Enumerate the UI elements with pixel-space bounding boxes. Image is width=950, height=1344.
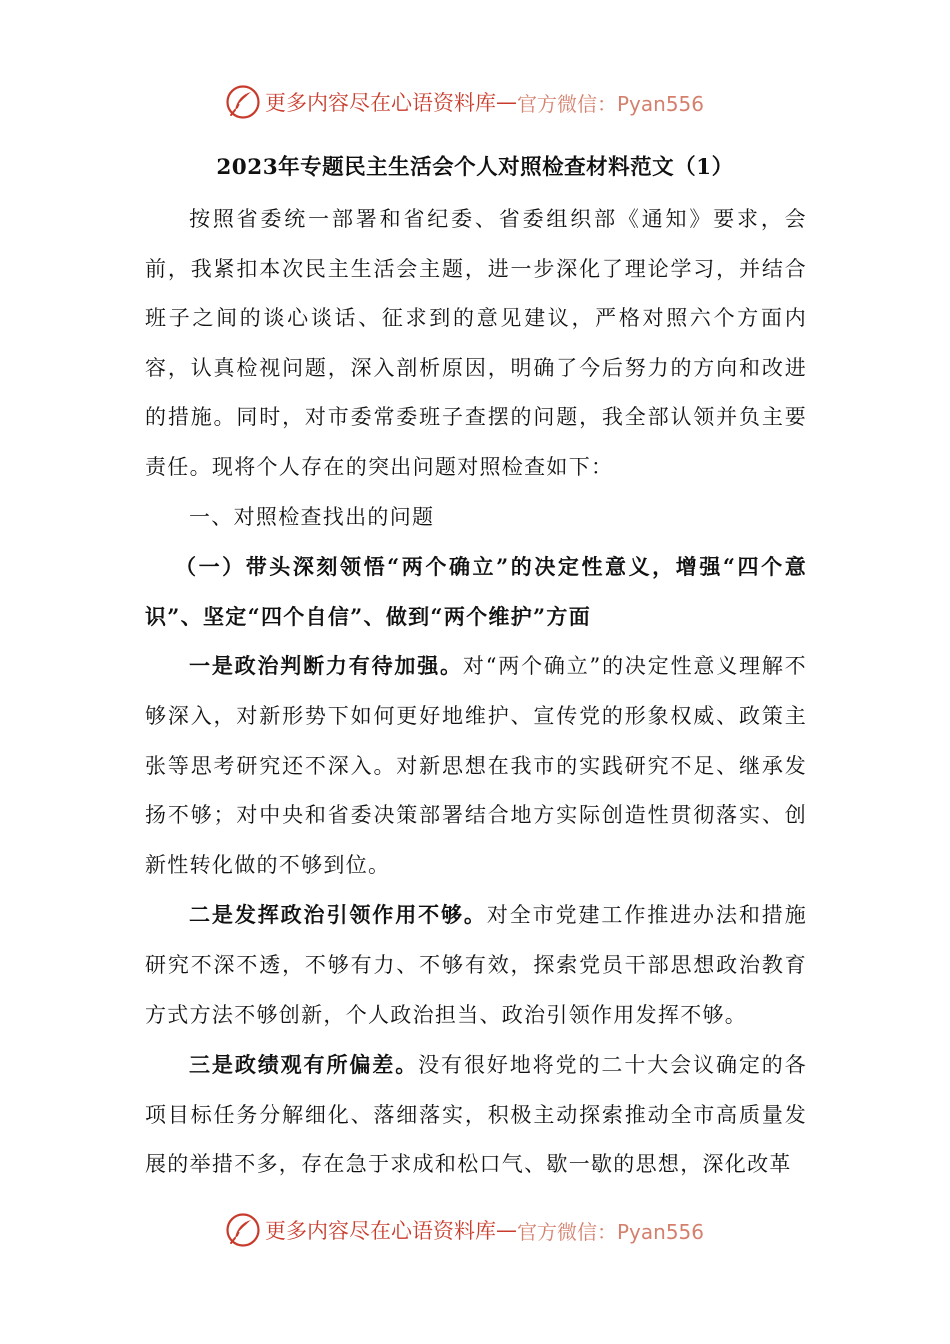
point-lead-2: 二是发挥政治引领作用不够。 [189, 902, 487, 928]
subsection-heading: （一）带头深刻领悟“两个确立”的决定性意义，增强“四个意识”、坚定“四个自信”、做到“两个维护”方面 [145, 554, 807, 629]
watermark-banner-top [225, 80, 745, 124]
point-lead-1: 一是政治判断力有待加强。 [189, 653, 463, 679]
point-paragraph-1 [145, 641, 807, 890]
watermark-banner-bottom [225, 1208, 745, 1252]
point-paragraph-2 [145, 890, 807, 1040]
feather-pen-logo-icon [225, 1212, 261, 1248]
watermark-contact: 官方微信：Pyan556 [517, 91, 705, 116]
point-text-2: 对全市党建工作推进办法和措施研究不深不透，不够有力、不够有效，探索党员干部思想政治教育方式方法不够创新，个人政治担当、政治引领作用发挥不够。 [145, 903, 808, 1027]
document-title: 2023年专题民主生活会个人对照检查材料范文（1） [216, 155, 734, 180]
section-heading: 一、对照检查找出的问题 [189, 504, 435, 529]
point-lead-3: 三是政绩观有所偏差。 [189, 1052, 419, 1078]
point-text-3: 没有很好地将党的二十大会议确定的各项目标任务分解细化、落细落实，积极主动探索推动全市高质量发展的举措不多，存在急于求成和松口气、歇一歇的思想，深化改革 [145, 1053, 808, 1177]
watermark-dash: — [496, 90, 517, 114]
feather-pen-logo-icon [225, 84, 261, 120]
watermark-dash: — [496, 1218, 517, 1242]
point-paragraph-3 [145, 1040, 807, 1190]
intro-paragraph: 按照省委统一部署和省纪委、省委组织部《通知》要求，会前，我紧扣本次民主生活会主题，进一步深化了理论学习，并结合班子之间的谈心谈话、征求到的意见建议，严格对照六个方面内容，认真检视问题，深入剖析原因，明确了今后努力的方向和改进的措施。同时，对市委常委班子查摆的问题，我全部认领并负主要责任。现将个人存在的突出问题对照检查如下： [145, 207, 807, 479]
watermark-brand: 更多内容尽在心语资料库 [265, 91, 496, 115]
point-text-1: 对“两个确立”的决定性意义理解不够深入，对新形势下如何更好地维护、宣传党的形象权威、政策主张等思考研究还不深入。对新思想在我市的实践研究不足、继承发扬不够；对中央和省委决策部署结合地方实际创造性贯彻落实、创新性转化做的不够到位。 [145, 654, 807, 877]
document-body [145, 195, 807, 1190]
watermark-brand: 更多内容尽在心语资料库 [265, 1219, 496, 1243]
watermark-contact: 官方微信：Pyan556 [517, 1219, 705, 1244]
